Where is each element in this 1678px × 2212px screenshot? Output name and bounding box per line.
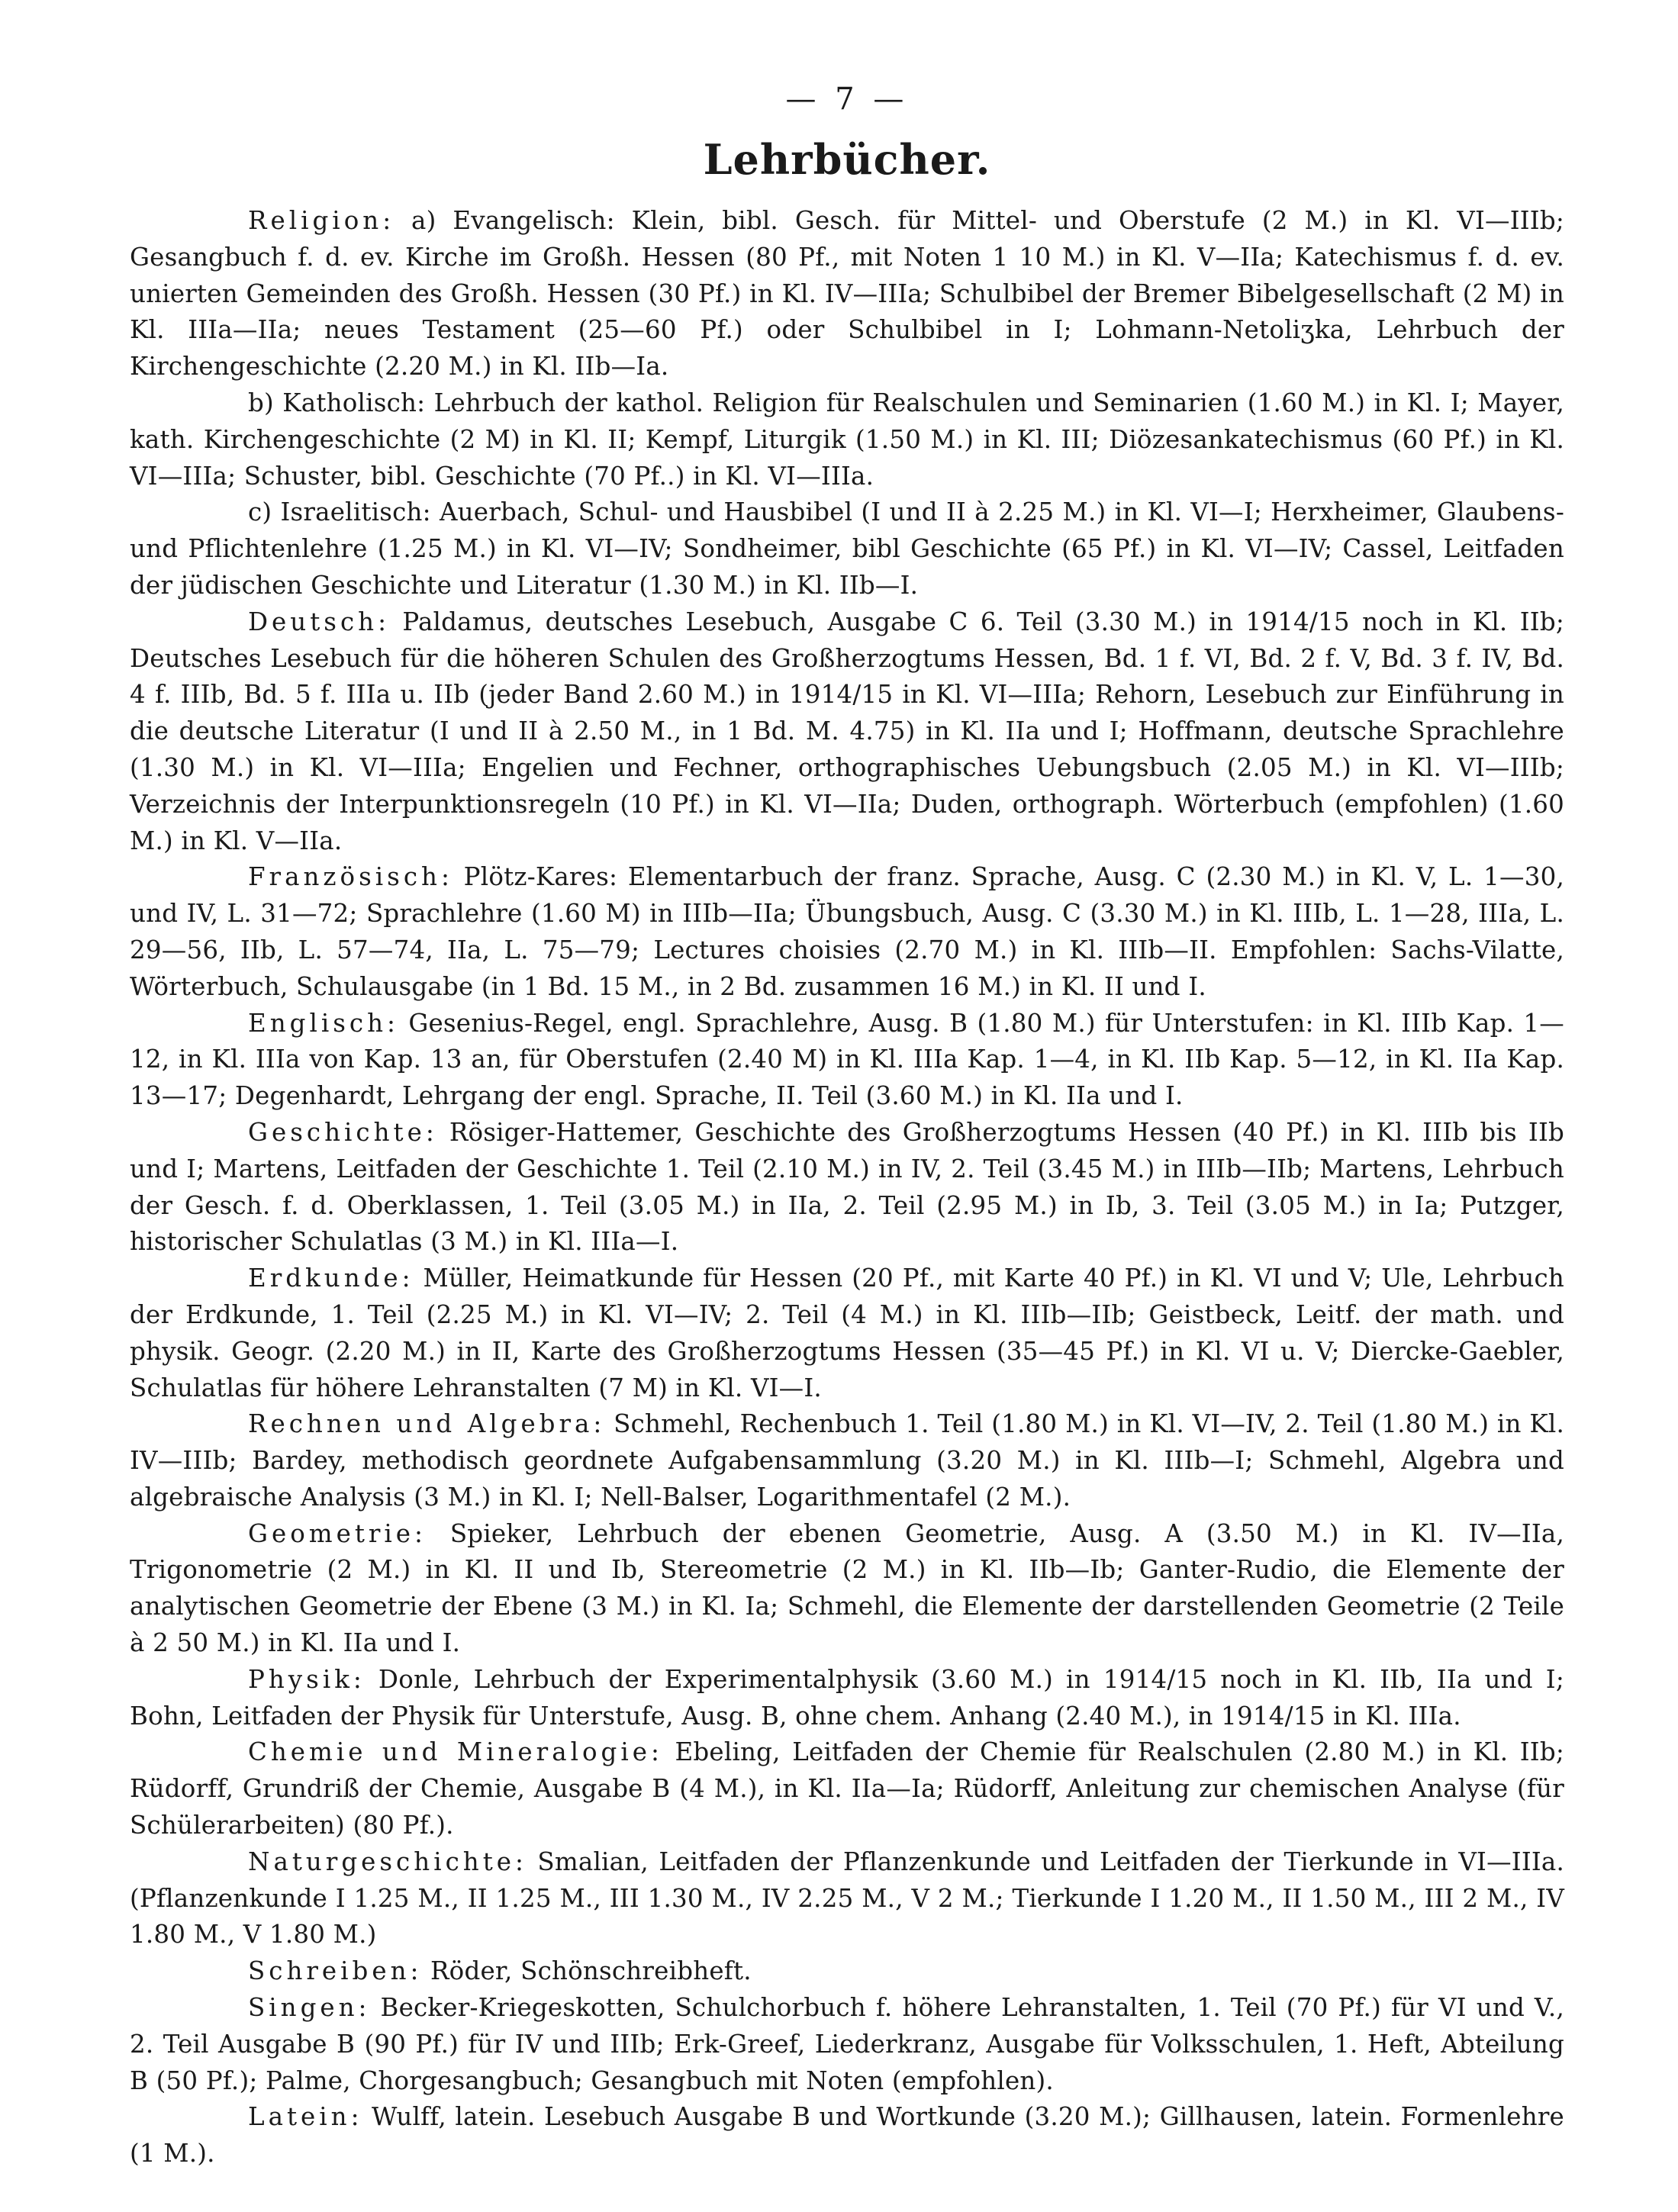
subject-heading: Singen:: [248, 1993, 371, 2023]
subject-heading: Erdkunde:: [248, 1264, 414, 1293]
entry-deutsch: [130, 604, 1564, 860]
entry-religion: [130, 203, 1564, 385]
subject-heading: Latein:: [248, 2102, 363, 2132]
entry-text: Ebeling, Leitfaden der Chemie für Realschulen (2.80 M.) in Kl. IIb; Rüdorff, Grundriß der Chemie, Ausgabe B (4 M.), in Kl. IIa—Ia; Rüdorff, Anleitung zur chemischen Analyse (für Schülerarbeiten) (80 Pf.).: [130, 1737, 1564, 1840]
entry-singen: [130, 1990, 1564, 2099]
entry-schreiben: [130, 1953, 1564, 1990]
entry-text: Wulff, latein. Lesebuch Ausgabe B und Wortkunde (3.20 M.); Gillhausen, latein. Formenlehre (1 M.).: [130, 2102, 1564, 2169]
subject-heading: Schreiben:: [248, 1956, 423, 1986]
subject-heading: Physik:: [248, 1664, 366, 1694]
entry-text: Schmehl, Rechenbuch 1. Teil (1.80 M.) in Kl. VI—IV, 2. Teil (1.80 M.) in Kl. IV—IIIb; Bardey, methodisch geordnete Aufgabensammlung (3.20 M.) in Kl. IIIb—I; Schmehl, Algebra und algebraische Analysis (3 M.) in Kl. I; Nell-Balser, Logarithmentafel (2 M.).: [130, 1409, 1564, 1512]
entry-naturgeschichte: [130, 1844, 1564, 1953]
subject-heading: Geschichte:: [248, 1117, 438, 1147]
entry-text: Röder, Schönschreibheft.: [422, 1956, 752, 1986]
entry-chemie-mineralogie: [130, 1734, 1564, 1843]
entry-geometrie: [130, 1516, 1564, 1662]
entry-geschichte: [130, 1115, 1564, 1261]
page-number: — 7 —: [785, 82, 909, 117]
entry-religion-catholic: [130, 385, 1564, 494]
entry-text: Smalian, Leitfaden der Pflanzenkunde und Leitfaden der Tierkunde in VI—IIIa. (Pflanzenkunde I 1.25 M., II 1.25 M., III 1.30 M., IV 2.25 M., V 2 M.; Tierkunde I 1.20 M., II 1.50 M., III 2 M., IV 1.80 M., V 1.80 M.): [130, 1847, 1564, 1950]
entry-erdkunde: [130, 1261, 1564, 1406]
entry-franzoesisch: [130, 859, 1564, 1005]
subject-heading: Naturgeschichte:: [248, 1847, 527, 1876]
subject-heading: Religion:: [248, 206, 395, 235]
document-page: [130, 76, 1564, 2172]
entry-text: Müller, Heimatkunde für Hessen (20 Pf., mit Karte 40 Pf.) in Kl. VI und V; Ule, Lehrbuch der Erdkunde, 1. Teil (2.25 M.) in Kl. VI—IV; 2. Teil (4 M.) in Kl. IIIb—IIb; Geistbeck, Leitf. der math. und physik. Geogr. (2.20 M.) in II, Karte des Großherzogtums Hessen (35—45 Pf.) in Kl. VI u. V; Diercke-Gaebler, Schulatlas für höhere Lehranstalten (7 M) in Kl. VI—I.: [130, 1264, 1564, 1402]
entry-text: c) Israelitisch: Auerbach, Schul- und Hausbibel (I und II à 2.25 M.) in Kl. VI—I; Herxheimer, Glaubens- und Pflichtenlehre (1.25 M.) in Kl. VI—IV; Sondheimer, bibl Geschichte (65 Pf.) in Kl. VI—IV; Cassel, Leitfaden der jüdischen Geschichte und Literatur (1.30 M.) in Kl. IIb—I.: [130, 497, 1564, 600]
entry-text: a) Evangelisch: Klein, bibl. Gesch. für Mittel- und Oberstufe (2 M.) in Kl. VI—IIIb; Gesangbuch f. d. ev. Kirche im Großh. Hessen (80 Pf., mit Noten 1 10 M.) in Kl. V—IIa; Katechismus f. d. ev. unierten Gemeinden des Großh. Hessen (30 Pf.) in Kl. IV—IIIa; Schulbibel der Bremer Bibelgesellschaft (2 M) in Kl. IIIa—IIa; neues Testament (25—60 Pf.) oder Schulbibel in I; Lohmann-Netoliʒka, Lehrbuch der Kirchengeschichte (2.20 M.) in Kl. IIb—Ia.: [130, 206, 1564, 382]
subject-heading: Englisch:: [248, 1008, 400, 1038]
entry-text: b) Katholisch: Lehrbuch der kathol. Religion für Realschulen und Seminarien (1.60 M.) in Kl. I; Mayer, kath. Kirchengeschichte (2 M) in Kl. II; Kempf, Liturgik (1.50 M.) in Kl. III; Diözesankatechismus (60 Pf.) in Kl. VI—IIIa; Schuster, bibl. Geschichte (70 Pf..) in Kl. VI—IIIa.: [130, 388, 1564, 491]
subject-heading: Rechnen und Algebra:: [248, 1409, 606, 1439]
entry-religion-israelite: [130, 494, 1564, 604]
entry-text: Donle, Lehrbuch der Experimentalphysik (3.60 M.) in 1914/15 noch in Kl. IIb, IIa und I; Bohn, Leitfaden der Physik für Unterstufe, Ausg. B, ohne chem. Anhang (2.40 M.), in 1914/15 in Kl. IIIa.: [130, 1664, 1564, 1731]
entry-text: Spieker, Lehrbuch der ebenen Geometrie, Ausg. A (3.50 M.) in Kl. IV—IIa, Trigonometrie (2 M.) in Kl. II und Ib, Stereometrie (2 M.) in Kl. IIb—Ib; Ganter-Rudio, die Elemente der analytischen Geometrie der Ebene (3 M.) in Kl. Ia; Schmehl, die Elemente der darstellenden Geometrie (2 Teile à 2 50 M.) in Kl. IIa und I.: [130, 1518, 1564, 1658]
subject-heading: Chemie und Mineralogie:: [248, 1737, 663, 1767]
subject-heading: Deutsch:: [248, 607, 391, 636]
entry-text: Plötz-Kares: Elementarbuch der franz. Sprache, Ausg. C (2.30 M.) in Kl. V, L. 1—30, und IV, L. 31—72; Sprachlehre (1.60 M) in IIIb—IIa; Übungsbuch, Ausg. C (3.30 M.) in Kl. IIIb, L. 1—28, IIIa, L. 29—56, IIb, L. 57—74, IIa, L. 75—79; Lectures choisies (2.70 M.) in Kl. IIIb—II. Empfohlen: Sachs-Vilatte, Wörterbuch, Schulausgabe (in 1 Bd. 15 M., in 2 Bd. zusammen 16 M.) in Kl. II und I.: [130, 862, 1564, 1001]
textbook-list: [130, 203, 1564, 2172]
entry-text: Becker-Kriegeskotten, Schulchorbuch f. höhere Lehranstalten, 1. Teil (70 Pf.) für VI und V., 2. Teil Ausgabe B (90 Pf.) für IV und IIIb; Erk-Greef, Liederkranz, Ausgabe für Volksschulen, 1. Heft, Abteilung B (50 Pf.); Palme, Chorgesangbuch; Gesangbuch mit Noten (empfohlen).: [130, 1993, 1564, 2095]
entry-text: Rösiger-Hattemer, Geschichte des Großherzogtums Hessen (40 Pf.) in Kl. IIIb bis IIb und I; Martens, Leitfaden der Geschichte 1. Teil (2.10 M.) in IV, 2. Teil (3.45 M.) in IIIb—IIb; Martens, Lehrbuch der Gesch. f. d. Oberklassen, 1. Teil (3.05 M.) in IIa, 2. Teil (2.95 M.) in Ib, 3. Teil (3.05 M.) in Ia; Putzger, historischer Schulatlas (3 M.) in Kl. IIIa—I.: [130, 1117, 1564, 1257]
entry-physik: [130, 1662, 1564, 1735]
subject-heading: Französisch:: [248, 862, 453, 892]
subject-heading: Geometrie:: [248, 1518, 427, 1548]
entry-text: Gesenius-Regel, engl. Sprachlehre, Ausg. B (1.80 M.) für Unterstufen: in Kl. IIIb Kap. 1—12, in Kl. IIIa von Kap. 13 an, für Oberstufen (2.40 M) in Kl. IIIa Kap. 1—4, in Kl. IIb Kap. 5—12, in Kl. IIa Kap. 13—17; Degenhardt, Lehrgang der engl. Sprache, II. Teil (3.60 M.) in Kl. IIa und I.: [130, 1008, 1564, 1111]
entry-englisch: [130, 1006, 1564, 1115]
entry-latein: [130, 2099, 1564, 2172]
entry-rechnen-algebra: [130, 1406, 1564, 1515]
page-title: Lehrbücher.: [703, 135, 991, 184]
entry-text: Paldamus, deutsches Lesebuch, Ausgabe C 6. Teil (3.30 M.) in 1914/15 noch in Kl. IIb; Deutsches Lesebuch für die höheren Schulen des Großherzogtums Hessen, Bd. 1 f. VI, Bd. 2 f. V, Bd. 3 f. IV, Bd. 4 f. IIIb, Bd. 5 f. IIIa u. IIb (jeder Band 2.60 M.) in 1914/15 in Kl. VI—IIIa; Rehorn, Lesebuch zur Einführung in die deutsche Literatur (I und II à 2.50 M., in 1 Bd. M. 4.75) in Kl. IIa und I; Hoffmann, deutsche Sprachlehre (1.30 M.) in Kl. VI—IIIa; Engelien und Fechner, orthographisches Uebungsbuch (2.05 M.) in Kl. VI—IIIb; Verzeichnis der Interpunktionsregeln (10 Pf.) in Kl. VI—IIa; Duden, orthograph. Wörterbuch (empfohlen) (1.60 M.) in Kl. V—IIa.: [130, 607, 1564, 855]
